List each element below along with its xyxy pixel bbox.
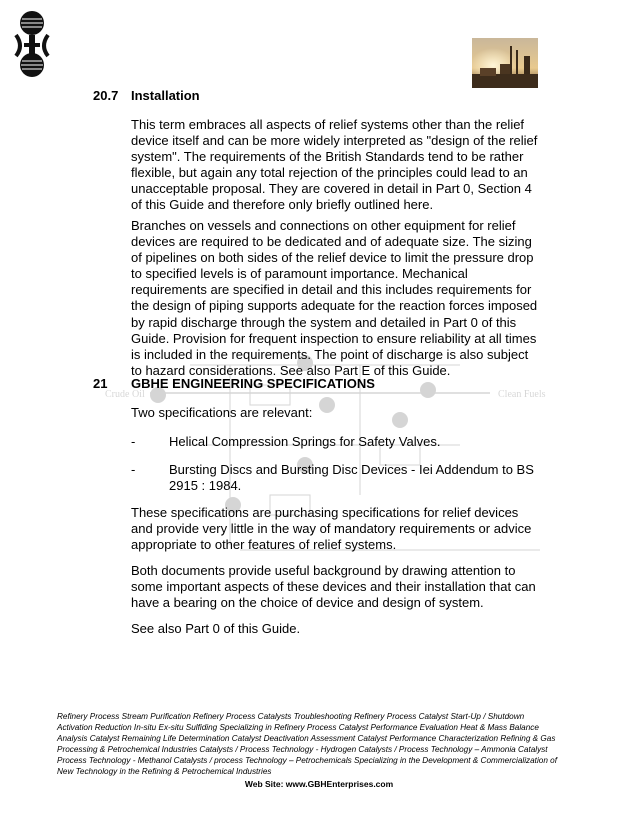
section-number: 21 [93,376,108,391]
section-title: Installation [131,88,200,103]
section-number: 20.7 [93,88,119,103]
watermark-right-label: Clean Fuels [498,389,546,400]
section-title: GBHE ENGINEERING SPECIFICATIONS [131,376,375,391]
bullet-item: Helical Compression Springs for Safety Valves. [169,434,441,449]
paragraph: This term embraces all aspects of relief systems other than the relief device itself and can be more widely interpreted as "design of the relief system". The requirements of the British Standards tend to be rather flexible, but again any total rejection of the principles could lead to an unacceptable proposal. They are covered in detail in Part 0, Section 4 of this Guide and therefore only briefly outlined here. [131,117,538,213]
intro-text: Two specifications are relevant: [131,405,313,420]
paragraph: These specifications are purchasing specifications for relief devices and provide very little in the way of mandatory requirements or advice appropriate to other features of relief systems. [131,505,532,553]
paragraph: See also Part 0 of this Guide. [131,621,301,636]
footer-text: Refinery Process Stream Purification Refinery Process Catalysts Troubleshooting Refinery Process Catalyst Start-Up / Shutdown Activation Reduction In-situ Ex-situ Sulfiding Specializing in Refinery Process Catalyst Performance Evaluation Heat & Mass Balance Analysis Catalyst Remaining Life Determination Catalyst Deactivation Assessment Catalyst Performance Characterization Refining & Gas Processing & Petrochemical Industries Catalysts / Process Technology - Hydrogen Catalysts / Process Technology – Ammonia Catalyst Process Technology - Methanol Catalysts / process Technology – Petrochemicals Specializing in the Development & Commercialization of New Technology in the Refining & Petrochemical Industries [57,712,557,777]
bullet-item: Bursting Discs and Bursting Disc Devices - Iei Addendum to BS 2915 : 1984. [169,462,534,493]
bullet-marker: - [131,462,136,477]
paragraph: Branches on vessels and connections on other equipment for relief devices are required to be dedicated and of adequate size. The sizing of pipelines on both sides of the relief device to limit the pressure drop to specified levels is of paramount importance. Mechanical requirements are specified in detail and this includes requirements for the design of piping supports adequate for the reaction forces imposed by rapid discharge through the system and detailed in Part 0 of this Guide. Provision for frequent inspection to ensure reliability at all times is included in the requirements. The point of discharge is also subject to hazard considerations. See also Part E of this Guide. [131,218,538,378]
paragraph: Both documents provide useful background by drawing attention to some important aspects of these devices and their installation that can have a bearing on the choice of device and design of system. [131,563,536,611]
website-link[interactable]: Web Site: www.GBHEnterprises.com [244,779,394,789]
bullet-marker: - [131,434,136,449]
watermark-left-label: Crude Oil [105,389,145,400]
